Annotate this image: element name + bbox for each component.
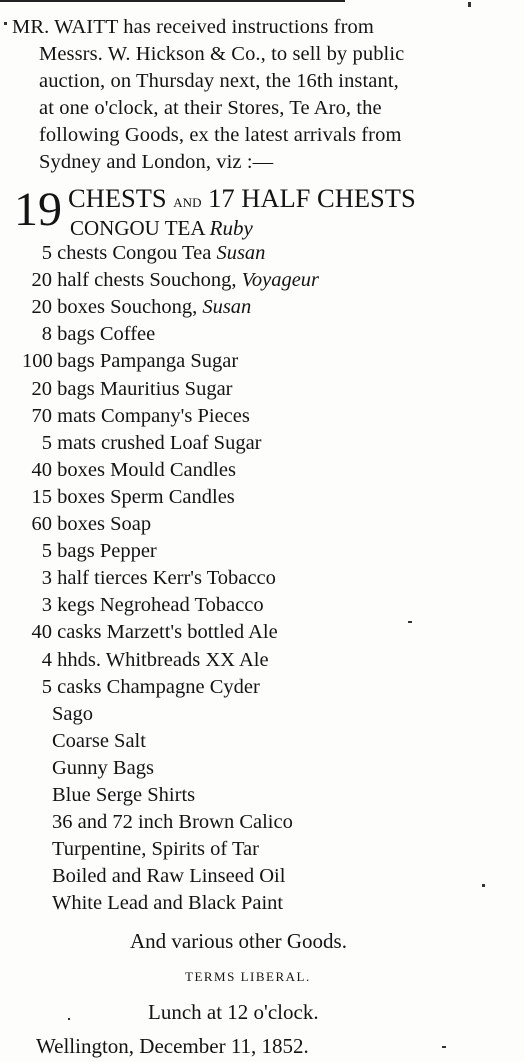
item-quantity: 60 (31, 513, 52, 535)
goods-list-item (22, 484, 235, 511)
item-quantity: 70 (31, 404, 52, 427)
item-description: Blue Serge Shirts (52, 784, 196, 806)
lead-item-quantity: 19 (14, 183, 62, 236)
item-description: Sago (52, 702, 93, 725)
goods-list-item (22, 538, 157, 565)
goods-list-item (22, 267, 319, 294)
item-quantity: 100 (22, 350, 53, 373)
item-ship-name: Susan (216, 242, 266, 264)
item-ship-name: Susan (202, 296, 252, 319)
goods-list-item (22, 376, 233, 403)
notice-line: Messrs. W. Hickson & Co., to sell by public (39, 43, 405, 65)
goods-list-item (52, 890, 283, 917)
terms-line: TERMS LIBERAL. (185, 969, 311, 984)
lead-item-title-and: and (173, 191, 202, 211)
item-ship-name: Voyageur (241, 269, 320, 292)
goods-list-item (22, 647, 269, 674)
item-description: mats Company's Pieces (57, 404, 250, 427)
lead-item-ship: Ruby (209, 216, 253, 240)
item-quantity: 5 (41, 431, 52, 454)
item-description: Coarse Salt (52, 729, 146, 752)
goods-list-item (52, 728, 146, 755)
print-speck (442, 1046, 446, 1048)
item-description: kegs Negrohead Tobacco (57, 594, 264, 617)
goods-list-item (52, 836, 259, 863)
item-quantity: 20 (31, 269, 52, 292)
goods-list-item (52, 782, 195, 809)
notice-line: auction, on Thursday next, the 16th instant, (39, 70, 399, 92)
notice-line: MR. WAITT has received instructions from (12, 16, 374, 38)
item-quantity: 4 (41, 648, 52, 671)
item-quantity: 5 (41, 675, 52, 698)
goods-list-item (22, 348, 238, 375)
item-description: bags Pampanga Sugar (57, 350, 239, 373)
goods-list-item (22, 674, 260, 701)
item-description: boxes Soap (57, 513, 152, 535)
goods-list-item (22, 403, 250, 430)
lead-item-title (68, 182, 416, 217)
item-description: White Lead and Black Paint (52, 892, 284, 915)
item-description: 36 and 72 inch Brown Calico (52, 811, 293, 834)
goods-list-item (22, 294, 251, 321)
item-quantity: 8 (41, 323, 52, 346)
item-description: mats crushed Loaf Sugar (57, 431, 262, 454)
item-description: bags Mauritius Sugar (57, 377, 233, 400)
goods-list-item (22, 592, 264, 619)
item-description: hhds. Whitbreads XX Ale (57, 648, 269, 671)
item-quantity: 5 (41, 242, 52, 264)
goods-list-item (52, 755, 154, 782)
goods-list-item (52, 701, 93, 728)
item-description: bags Pepper (57, 540, 157, 563)
notice-line: Sydney and London, viz :— (39, 151, 274, 173)
goods-list-item (22, 619, 278, 646)
item-description: boxes Souchong, (57, 296, 198, 319)
item-quantity: 20 (31, 296, 52, 319)
other-goods-line: And various other Goods. (130, 929, 347, 953)
item-description: half tierces Kerr's Tobacco (57, 567, 276, 590)
item-quantity: 3 (41, 594, 52, 617)
item-description: Gunny Bags (52, 756, 154, 779)
notice-line: at one o'clock, at their Stores, Te Aro, the (39, 97, 382, 119)
item-description: boxes Sperm Candles (57, 485, 235, 508)
print-speck (482, 884, 485, 887)
item-description: casks Champagne Cyder (57, 675, 260, 698)
lead-item-title-b: 17 HALF CHESTS (208, 183, 416, 213)
print-speck (408, 621, 412, 623)
column-rule-mark (468, 2, 471, 7)
item-description: chests Congou Tea (57, 242, 212, 264)
lead-item-subtitle-text: CONGOU TEA (70, 216, 205, 240)
item-description: bags Coffee (57, 323, 156, 346)
column-rule (0, 0, 345, 2)
goods-list-item (22, 565, 276, 592)
goods-list-item (22, 240, 265, 267)
goods-list-item (22, 457, 236, 484)
goods-list-item (52, 809, 293, 836)
lead-item-subtitle (70, 216, 253, 241)
item-description: Boiled and Raw Linseed Oil (52, 865, 286, 888)
goods-list-item (52, 863, 285, 890)
dateline: Wellington, December 11, 1852. (36, 1034, 309, 1058)
item-description: half chests Souchong, (57, 269, 237, 292)
item-quantity: 20 (31, 377, 52, 400)
notice-paragraph (4, 14, 520, 176)
item-quantity: 40 (31, 458, 52, 481)
item-quantity: 15 (31, 485, 52, 508)
goods-list-item (22, 321, 155, 348)
print-speck (68, 1018, 70, 1020)
item-description: Turpentine, Spirits of Tar (52, 838, 259, 861)
goods-list-item (22, 511, 151, 538)
item-quantity: 5 (41, 540, 52, 563)
goods-list-item (22, 430, 262, 457)
item-description: boxes Mould Candles (57, 458, 236, 481)
lead-item-title-a: CHESTS (68, 183, 167, 213)
item-quantity: 3 (41, 567, 52, 590)
lunch-line: Lunch at 12 o'clock. (148, 1000, 319, 1024)
item-quantity: 40 (31, 621, 52, 644)
print-speck (4, 22, 7, 25)
item-description: casks Marzett's bottled Ale (57, 621, 278, 644)
notice-line: following Goods, ex the latest arrivals from (39, 124, 402, 146)
